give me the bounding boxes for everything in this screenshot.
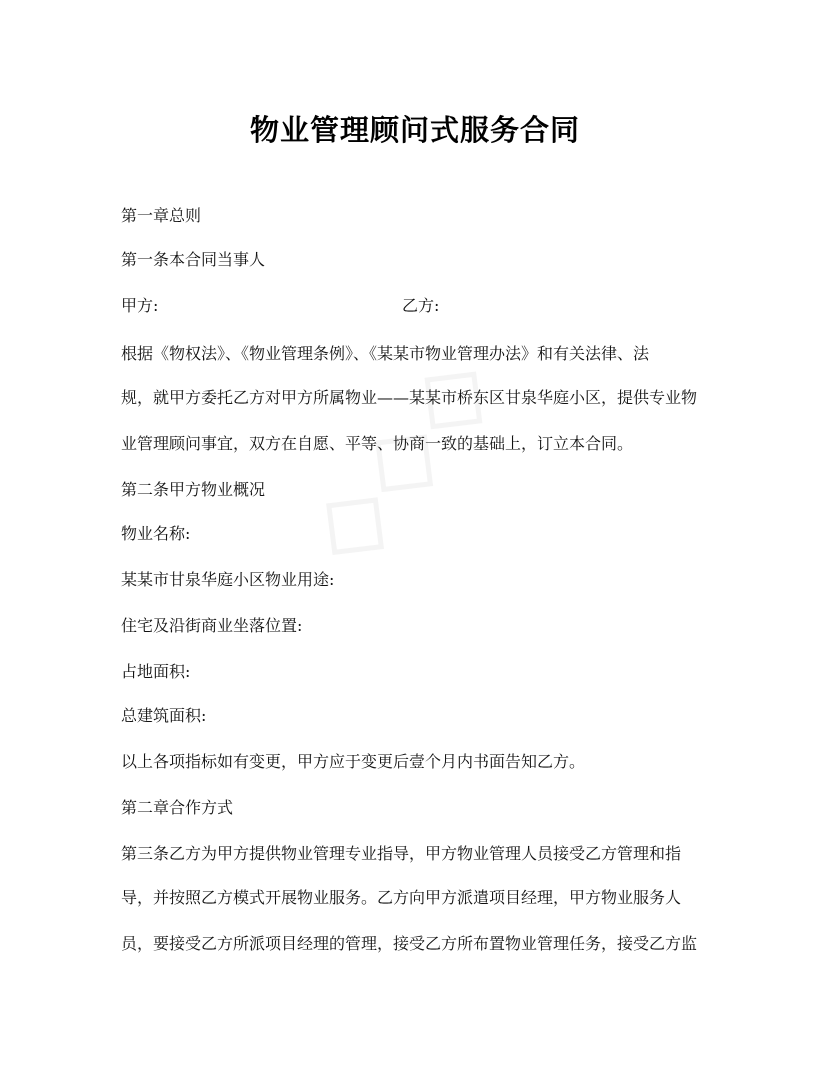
paragraph-line: 导，并按照乙方模式开展物业服务。乙方向甲方派遣项目经理，甲方物业服务人	[121, 888, 682, 907]
chapter-heading: 第二章合作方式	[121, 798, 234, 817]
land-area-label: 占地面积:	[121, 662, 191, 681]
property-use-label: 某某市甘泉华庭小区物业用途:	[121, 570, 335, 589]
building-area-label: 总建筑面积:	[121, 706, 207, 725]
party-b-label: 乙方:	[402, 296, 440, 315]
chapter-heading: 第一章总则	[121, 206, 202, 225]
property-name-label: 物业名称:	[121, 524, 191, 543]
paragraph-line: 第三条乙方为甲方提供物业管理专业指导，甲方物业管理人员接受乙方管理和指	[121, 844, 682, 863]
paragraph-line: 以上各项指标如有变更，甲方应于变更后壹个月内书面告知乙方。	[121, 752, 586, 771]
article-heading: 第一条本合同当事人	[121, 250, 266, 269]
party-a-label: 甲方:	[121, 296, 159, 315]
paragraph-line: 规，就甲方委托乙方对甲方所属物业——某某市桥东区甘泉华庭小区，提供专业物	[121, 388, 698, 407]
article-heading: 第二条甲方物业概况	[121, 480, 266, 499]
document-title: 物业管理顾问式服务合同	[249, 113, 580, 147]
paragraph-line: 业管理顾问事宜，双方在自愿、平等、协商一致的基础上，订立本合同。	[121, 434, 634, 453]
paragraph-line: 根据《物权法》、《物业管理条例》、《某某市物业管理办法》和有关法律、法	[121, 344, 650, 363]
property-location-label: 住宅及沿街商业坐落位置:	[121, 616, 303, 635]
paragraph-line: 员，要接受乙方所派项目经理的管理，接受乙方所布置物业管理任务，接受乙方监	[121, 934, 698, 953]
watermark	[282, 327, 518, 585]
